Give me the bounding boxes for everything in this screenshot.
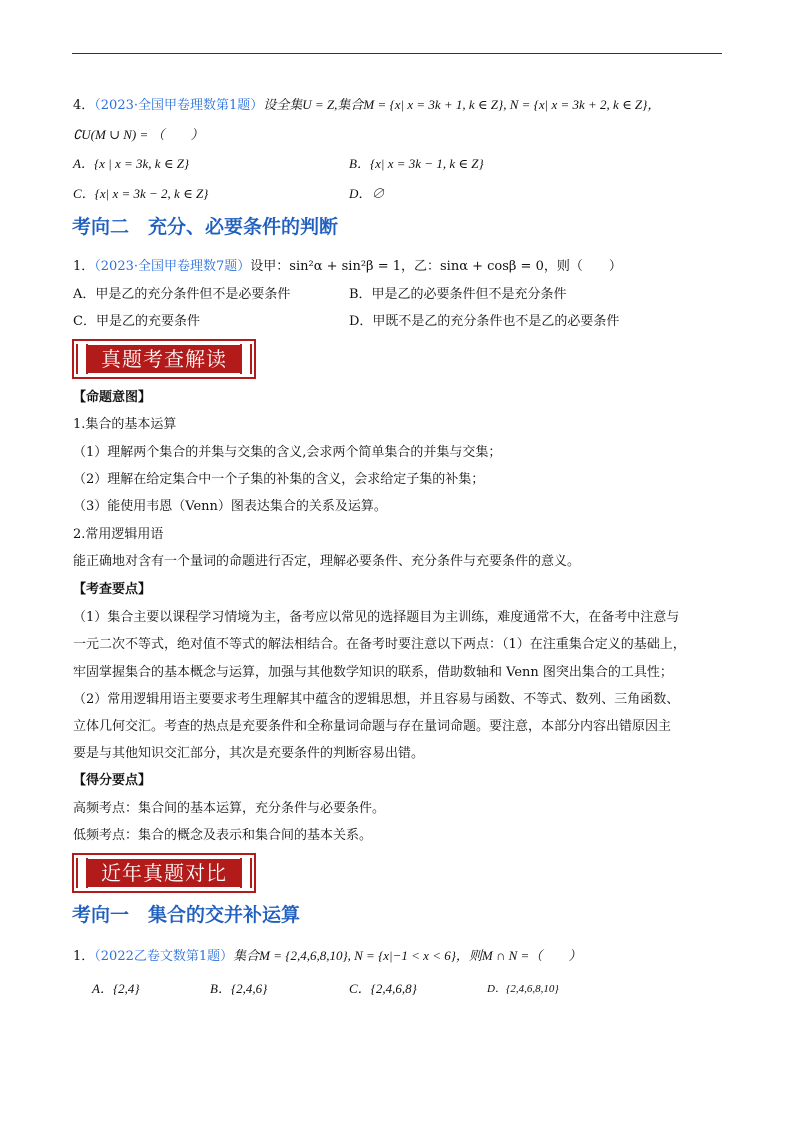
question-4-stem	[73, 96, 660, 115]
intent-line: 能正确地对含有一个量词的命题进行否定，理解必要条件、充分条件与充要条件的意义。	[73, 554, 581, 569]
option-c: C．{2,4,6,8}	[349, 981, 417, 996]
option-a: A．{2,4}	[92, 981, 140, 996]
question-source: （2023·全国甲卷理数7题）	[94, 259, 251, 274]
points-line: 一元二次不等式，绝对值不等式的解法相结合。在备考时要注意以下两点：（1）在注重集合定义的基础上，	[73, 637, 686, 652]
question-source: （2022乙卷文数第1题）	[94, 949, 234, 964]
option-c: C．{x| x = 3k − 2, k ∈ Z}	[73, 186, 209, 201]
option-d: D．{2,4,6,8,10}	[487, 983, 559, 995]
question-1-stem	[73, 947, 581, 966]
points-line: （1）集合主要以课程学习情境为主，备考应以常见的选择题目为主训练，难度通常不大，在备考中注意与	[73, 610, 680, 625]
intent-line: 1.集合的基本运算	[73, 417, 177, 432]
section-heading-1: 考向一 集合的交并补运算	[72, 904, 301, 926]
section-banner-comparison	[72, 853, 256, 893]
option-b: B．{x| x = 3k − 1, k ∈ Z}	[349, 156, 484, 171]
points-line: 要是与其他知识交汇部分，其次是充要条件的判断容易出错。	[73, 746, 425, 761]
section-banner-analysis	[72, 339, 256, 379]
header-rule	[72, 53, 722, 54]
option-d: D．∅	[349, 186, 385, 201]
option-d: D．甲既不是乙的充分条件也不是乙的必要条件	[349, 314, 620, 329]
question-source: （2023·全国甲卷理数第1题）	[94, 98, 264, 113]
question-number: 1．	[73, 259, 95, 274]
score-title: 【得分要点】	[73, 773, 152, 788]
points-line: 牢固掌握集合的基本概念与运算，加强与其他数学知识的联系，借助数轴和 Venn 图突出集合的工具性；	[73, 665, 673, 680]
intent-line: （2）理解在给定集合中一个子集的补集的含义，会求给定子集的补集；	[73, 472, 485, 487]
option-b: B．{2,4,6}	[210, 981, 268, 996]
question-text: 集合M = {2,4,6,8,10}, N = {x|−1 < x < 6}，则M ∩ N =（ ）	[233, 948, 582, 963]
question-number: 1．	[73, 949, 95, 964]
points-title: 【考查要点】	[73, 582, 152, 597]
banner-label: 近年真题对比	[88, 859, 240, 887]
intent-line: 2.常用逻辑用语	[73, 527, 164, 542]
question-number: 4．	[73, 98, 95, 113]
option-a: A．{x | x = 3k, k ∈ Z}	[73, 156, 190, 171]
score-line: 低频考点：集合的概念及表示和集合间的基本关系。	[73, 828, 373, 843]
question-1-stem	[73, 258, 622, 276]
intent-line: （3）能使用韦恩（Venn）图表达集合的关系及运算。	[73, 499, 387, 514]
option-c: C．甲是乙的充要条件	[73, 314, 200, 329]
intent-title: 【命题意图】	[73, 390, 152, 405]
option-b: B．甲是乙的必要条件但不是充分条件	[349, 287, 567, 302]
points-line: 立体几何交汇。考查的热点是充要条件和全称量词命题与存在量词命题。要注意，本部分内容出错原因主	[73, 719, 672, 734]
section-heading-2: 考向二 充分、必要条件的判断	[72, 216, 339, 238]
banner-label: 真题考查解读	[88, 345, 240, 373]
question-text: 设全集U = Z,集合M = {x| x = 3k + 1, k ∈ Z}, N = {x| x = 3k + 2, k ∈ Z}，	[263, 97, 661, 112]
points-line: （2）常用逻辑用语主要要求考生理解其中蕴含的逻辑思想，并且容易与函数、不等式、数列、三角函数、	[73, 692, 680, 707]
score-line: 高频考点：集合间的基本运算，充分条件与必要条件。	[73, 801, 386, 816]
intent-line: （1）理解两个集合的并集与交集的含义,会求两个简单集合的并集与交集；	[73, 445, 502, 460]
question-text: 设甲：sin²α + sin²β = 1，乙：sinα + cosβ = 0，则（ ）	[250, 259, 622, 274]
option-a: A．甲是乙的充分条件但不是必要条件	[73, 287, 291, 302]
question-4-stem-cont: ∁U(M ∪ N) = （ ）	[73, 127, 204, 142]
